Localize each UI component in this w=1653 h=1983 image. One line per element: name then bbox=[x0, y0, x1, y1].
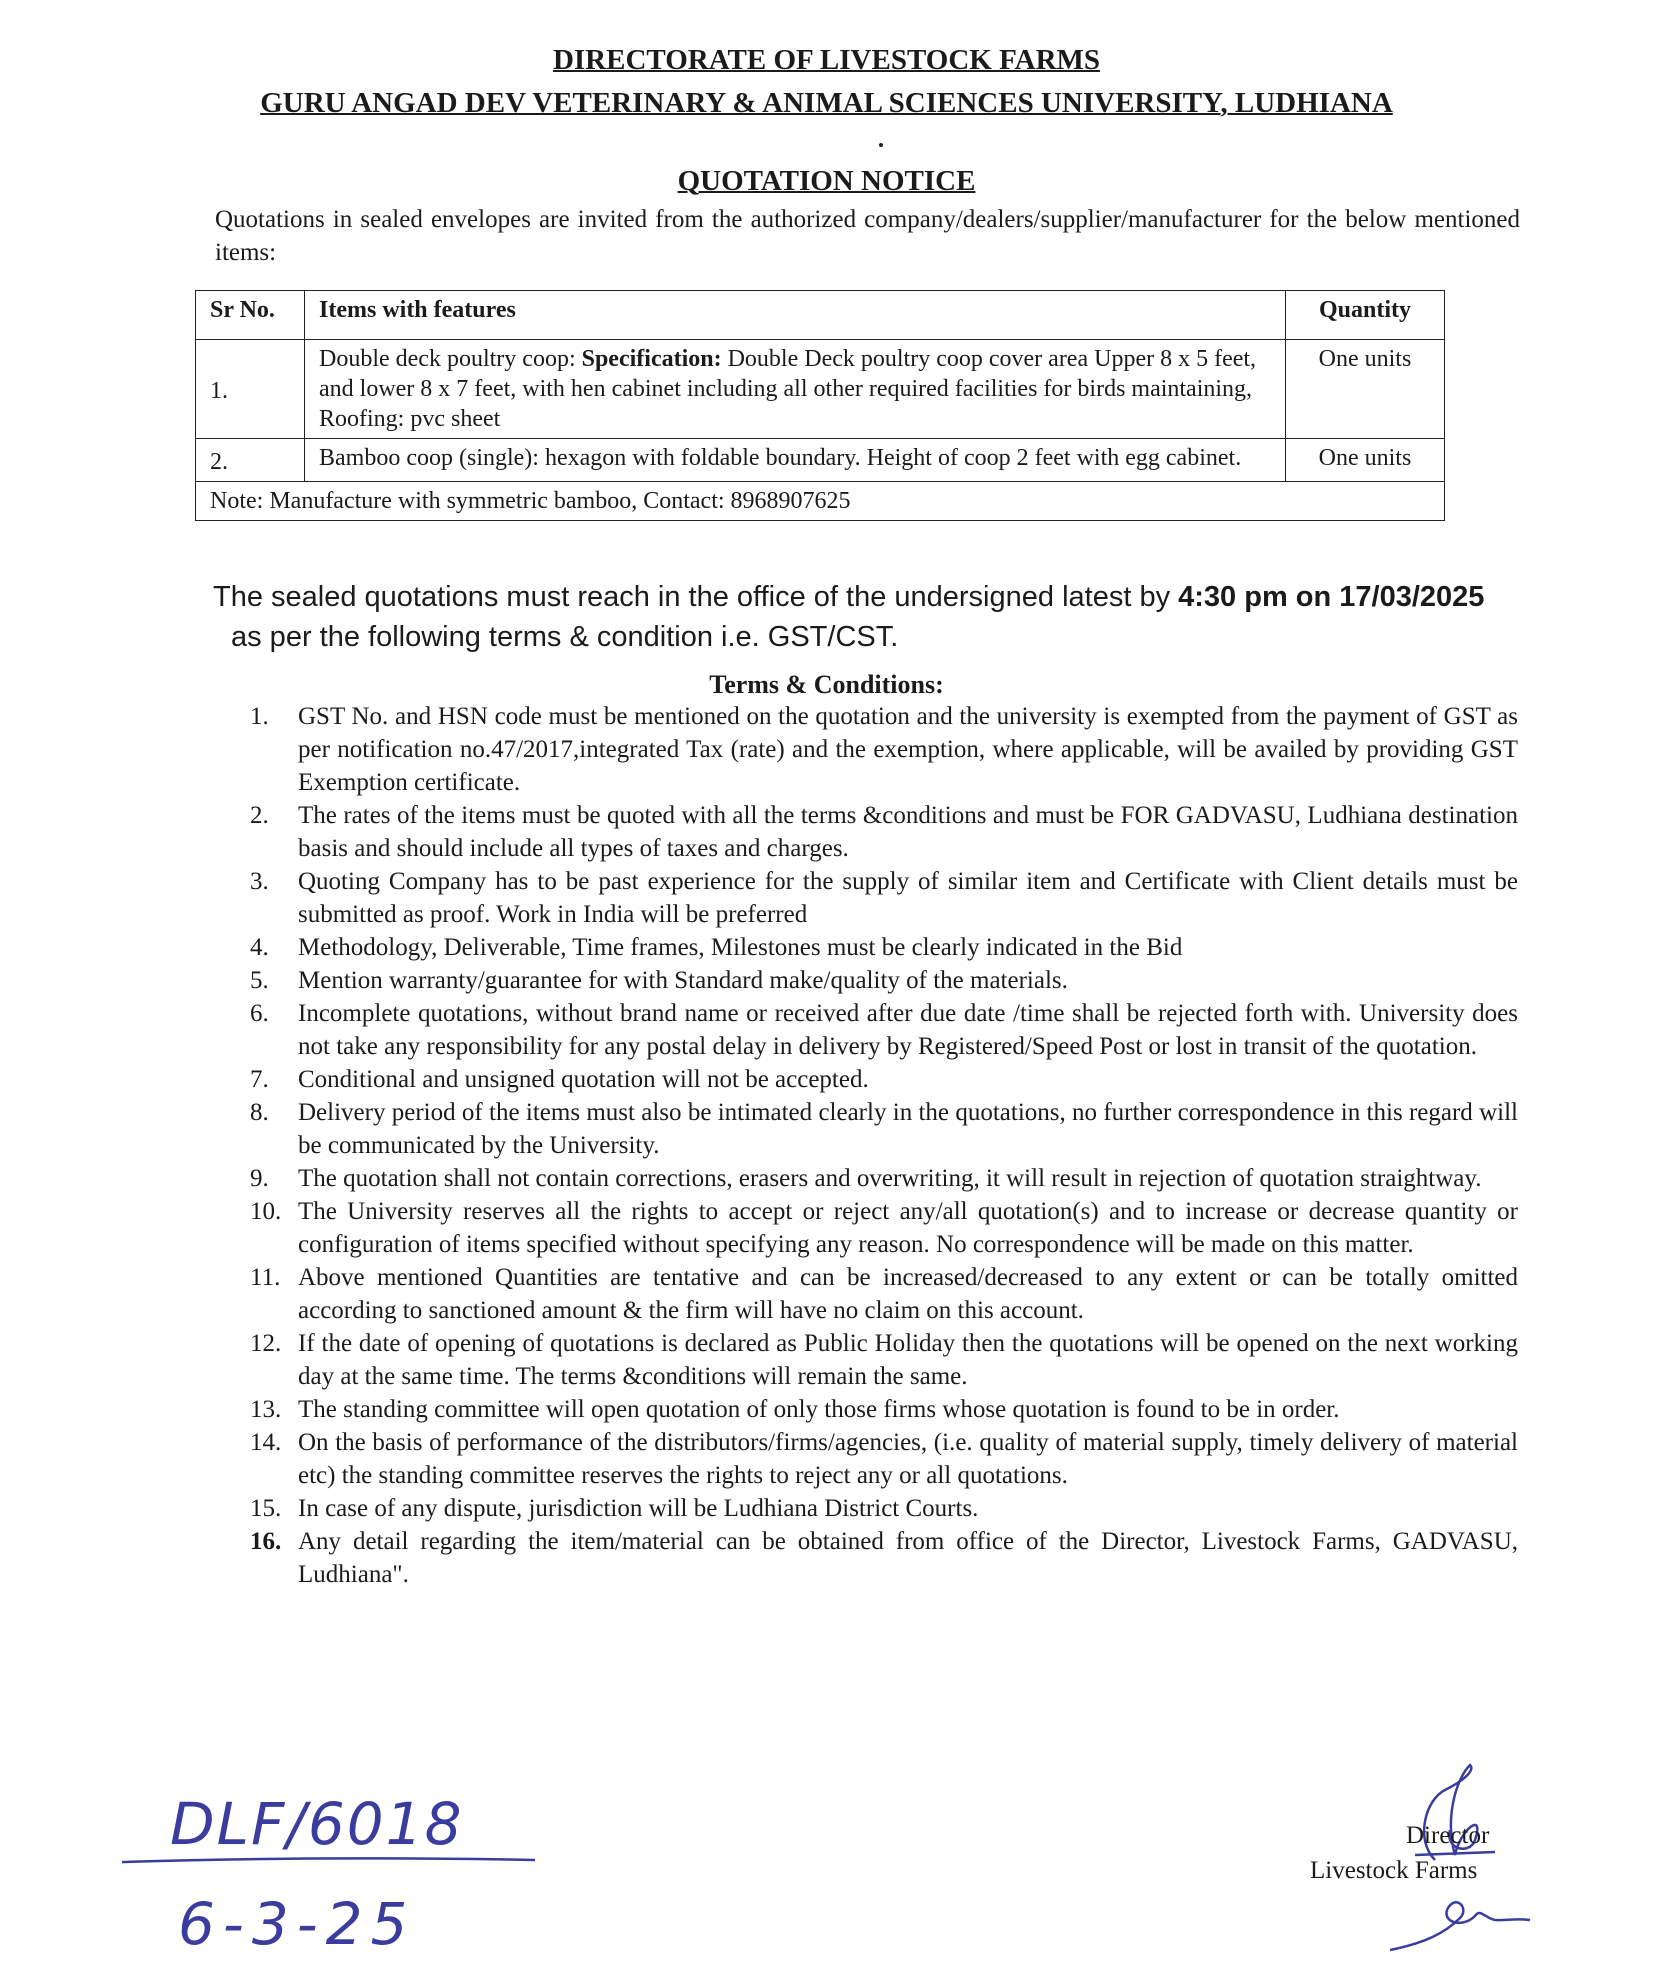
header-items: Items with features bbox=[305, 291, 1286, 340]
terms-item-number: 4. bbox=[250, 934, 269, 961]
terms-item bbox=[250, 799, 1518, 865]
terms-item-number: 11. bbox=[250, 1264, 281, 1291]
terms-item bbox=[250, 865, 1518, 931]
deadline-text bbox=[213, 577, 1533, 657]
table-note: Note: Manufacture with symmetric bamboo, Contact: 8968907625 bbox=[196, 482, 1445, 521]
university-title: GURU ANGAD DEV VETERINARY & ANIMAL SCIENCES UNIVERSITY, LUDHIANA bbox=[260, 87, 1393, 119]
table-note-row bbox=[196, 482, 1445, 521]
terms-item-text: Delivery period of the items must also be intimated clearly in the quotations, no further correspondence in this regard will be communicated by the University. bbox=[298, 1099, 1518, 1159]
row-item bbox=[305, 340, 1286, 439]
terms-item-text: The standing committee will open quotation of only those firms whose quotation is found to be in order. bbox=[298, 1396, 1340, 1423]
items-table bbox=[195, 290, 1445, 521]
org-title: DIRECTORATE OF LIVESTOCK FARMS bbox=[552, 44, 1101, 76]
terms-item-text: Above mentioned Quantities are tentative and can be increased/decreased to any extent or can be totally omitted according to sanctioned amount & the firm will have no claim on this account. bbox=[298, 1264, 1518, 1324]
terms-item-number: 16. bbox=[250, 1528, 282, 1555]
terms-item bbox=[250, 1063, 1518, 1096]
terms-item bbox=[250, 997, 1518, 1063]
terms-item-text: In case of any dispute, jurisdiction will be Ludhiana District Courts. bbox=[298, 1495, 979, 1522]
terms-item-text: If the date of opening of quotations is declared as Public Holiday then the quotations will be opened on the next working day at the same time. The terms &conditions will remain the same. bbox=[298, 1330, 1518, 1390]
terms-item-number: 14. bbox=[250, 1429, 282, 1456]
notice-intro: Quotations in sealed envelopes are invited from the authorized company/dealers/supplier/manufacturer for the below mentioned items: bbox=[215, 206, 1520, 266]
handwritten-underline bbox=[120, 1852, 540, 1872]
terms-item-number: 7. bbox=[250, 1066, 269, 1093]
terms-item-number: 3. bbox=[250, 868, 269, 895]
signatory-dept: Livestock Farms bbox=[1310, 1857, 1478, 1884]
terms-item-text: Conditional and unsigned quotation will not be accepted. bbox=[298, 1066, 869, 1093]
terms-title: Terms & Conditions: bbox=[709, 670, 944, 699]
terms-item bbox=[250, 1162, 1518, 1195]
terms-list bbox=[250, 700, 1518, 1591]
signatory-title: Director bbox=[1406, 1822, 1490, 1849]
terms-item-number: 6. bbox=[250, 1000, 269, 1027]
terms-item-text: On the basis of performance of the distributors/firms/agencies, (i.e. quality of material supply, timely delivery of material etc) the standing committee reserves the rights to reject any or all quotations. bbox=[298, 1429, 1518, 1489]
terms-item-text: Incomplete quotations, without brand name or received after due date /time shall be rejected forth with. University does not take any responsibility for any postal delay in delivery by Registered/Speed Post or lost in transit of the quotation. bbox=[298, 1000, 1518, 1060]
terms-item bbox=[250, 1195, 1518, 1261]
separator-dot bbox=[879, 143, 883, 147]
terms-item-number: 13. bbox=[250, 1396, 282, 1423]
deadline-time: 4:30 pm on 17/03/2025 bbox=[1178, 581, 1485, 613]
terms-item bbox=[250, 1096, 1518, 1162]
handwritten-ref: DLF/6018 bbox=[170, 1790, 464, 1858]
terms-item bbox=[250, 1327, 1518, 1393]
row-sr: 1. bbox=[196, 340, 305, 439]
item-name: Double deck poultry coop: bbox=[319, 346, 576, 372]
terms-item bbox=[250, 1393, 1518, 1426]
terms-item-number: 9. bbox=[250, 1165, 269, 1192]
handwritten-date: 6-3-25 bbox=[178, 1890, 416, 1958]
terms-item-number: 1. bbox=[250, 703, 269, 730]
terms-item-text: Mention warranty/guarantee for with Standard make/quality of the materials. bbox=[298, 967, 1068, 994]
terms-item-number: 2. bbox=[250, 802, 269, 829]
terms-item-text: Any detail regarding the item/material can be obtained from office of the Director, Livestock Farms, GADVASU, Ludhiana". bbox=[298, 1528, 1518, 1588]
terms-item bbox=[250, 1525, 1518, 1591]
deadline-post: as per the following terms & condition i.e. GST/CST. bbox=[231, 621, 899, 653]
terms-item-text: The quotation shall not contain corrections, erasers and overwriting, it will result in rejection of quotation straightway. bbox=[298, 1165, 1482, 1192]
notice-title: QUOTATION NOTICE bbox=[677, 165, 976, 197]
terms-item bbox=[250, 1261, 1518, 1327]
row-quantity: One units bbox=[1286, 340, 1445, 439]
table-row bbox=[196, 340, 1445, 439]
terms-item-text: The University reserves all the rights to accept or reject any/all quotation(s) and to increase or decrease quantity or configuration of items specified without specifying any reason. No correspondence will be made on this matter. bbox=[298, 1198, 1518, 1258]
terms-item bbox=[250, 1492, 1518, 1525]
table-header-row bbox=[196, 291, 1445, 340]
signature-block bbox=[1310, 1818, 1610, 1888]
terms-item-number: 12. bbox=[250, 1330, 282, 1357]
initials-scribble bbox=[1385, 1888, 1535, 1958]
spec-label: Specification: bbox=[581, 346, 722, 372]
terms-item-number: 15. bbox=[250, 1495, 282, 1522]
terms-item bbox=[250, 964, 1518, 997]
header-sr-no: Sr No. bbox=[196, 291, 305, 340]
deadline-pre: The sealed quotations must reach in the office of the undersigned latest by bbox=[213, 581, 1179, 613]
terms-item-number: 8. bbox=[250, 1099, 269, 1126]
terms-item-text: Quoting Company has to be past experience for the supply of similar item and Certificate with Client details must be submitted as proof. Work in India will be preferred bbox=[298, 868, 1518, 928]
row-quantity: One units bbox=[1286, 439, 1445, 482]
row-item: Bamboo coop (single): hexagon with foldable boundary. Height of coop 2 feet with egg cabinet. bbox=[305, 439, 1286, 482]
terms-item bbox=[250, 700, 1518, 799]
terms-item bbox=[250, 1426, 1518, 1492]
terms-item bbox=[250, 931, 1518, 964]
terms-item-text: GST No. and HSN code must be mentioned on the quotation and the university is exempted from the payment of GST as per notification no.47/2017,integrated Tax (rate) and the exemption, where applicable, will be availed by providing GST Exemption certificate. bbox=[298, 703, 1518, 796]
header-quantity: Quantity bbox=[1286, 291, 1445, 340]
terms-item-text: Methodology, Deliverable, Time frames, Milestones must be clearly indicated in the Bid bbox=[298, 934, 1183, 961]
row-sr: 2. bbox=[196, 439, 305, 482]
terms-item-text: The rates of the items must be quoted with all the terms &conditions and must be FOR GADVASU, Ludhiana destination basis and should include all types of taxes and charges. bbox=[298, 802, 1518, 862]
table-row bbox=[196, 439, 1445, 482]
terms-item-number: 5. bbox=[250, 967, 269, 994]
terms-item-number: 10. bbox=[250, 1198, 282, 1225]
spec-text: Double Deck poultry coop cover area Upper 8 x 5 feet, and lower 8 x 7 feet, with hen cabinet including all other required facilities for birds maintaining, Roofing: pvc sheet bbox=[319, 346, 1257, 432]
